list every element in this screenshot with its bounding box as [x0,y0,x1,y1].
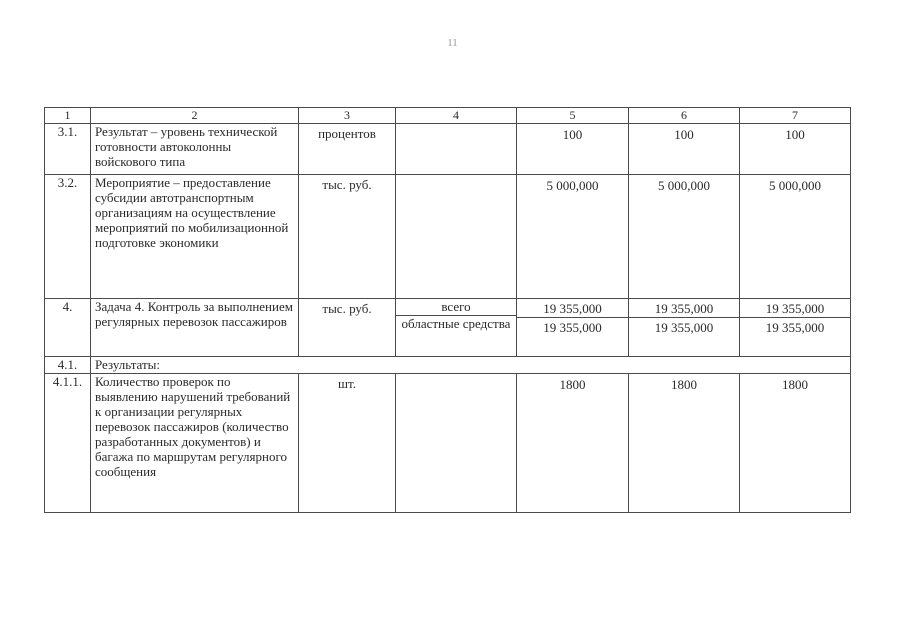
row-description: Результат – уровень технической готовности автоколонны войскового типа [91,124,299,175]
table-header-row [45,108,851,124]
row-number: 4. [45,299,91,356]
value-col5: 1800 [517,373,629,512]
value-regional: 19 355,000 [629,317,739,335]
table-row [45,124,851,175]
value-regional: 19 355,000 [517,317,628,335]
value-col7: 5 000,000 [740,175,851,299]
row-source [396,175,517,299]
page-number: 11 [447,37,458,49]
header-cell: 2 [91,108,299,124]
table-row [45,299,851,356]
row-unit: тыс. руб. [299,299,396,356]
header-cell: 7 [740,108,851,124]
value-regional: 19 355,000 [740,317,850,335]
header-cell: 3 [299,108,396,124]
value-col5: 5 000,000 [517,175,629,299]
row-source [396,373,517,512]
header-cell: 4 [396,108,517,124]
value-col6 [629,299,740,356]
row-unit: шт. [299,373,396,512]
value-total: 19 355,000 [765,301,825,317]
value-col6: 1800 [629,373,740,512]
value-col5 [517,299,629,356]
row-unit: процентов [299,124,396,175]
source-total: всего [441,299,471,315]
header-cell: 1 [45,108,91,124]
row-description: Мероприятие – предоставление субсидии автотранспортным организациям на осуществление мероприятий по мобилизационной подготовке экономики [91,175,299,299]
row-unit: тыс. руб. [299,175,396,299]
program-table [44,107,851,513]
value-col5: 100 [517,124,629,175]
value-col7 [740,299,851,356]
value-col6: 5 000,000 [629,175,740,299]
row-description: Количество проверок по выявлению нарушений требований к организации регулярных перевозок пассажиров (количество разработанных документов) и багажа по маршрутам регулярного сообщения [91,373,299,512]
row-number: 3.2. [45,175,91,299]
row-number: 4.1. [45,356,91,373]
value-col7: 1800 [740,373,851,512]
table-row [45,356,851,373]
source-regional: областные средства [396,315,516,331]
row-description: Результаты: [91,356,851,373]
row-number: 4.1.1. [45,373,91,512]
row-source-split [396,299,517,356]
header-cell: 6 [629,108,740,124]
row-source [396,124,517,175]
value-col7: 100 [740,124,851,175]
table-row [45,373,851,512]
row-number: 3.1. [45,124,91,175]
value-total: 19 355,000 [654,301,714,317]
table-row [45,175,851,299]
header-cell: 5 [517,108,629,124]
value-col6: 100 [629,124,740,175]
row-description: Задача 4. Контроль за выполнением регулярных перевозок пассажиров [91,299,299,356]
value-total: 19 355,000 [543,301,602,317]
